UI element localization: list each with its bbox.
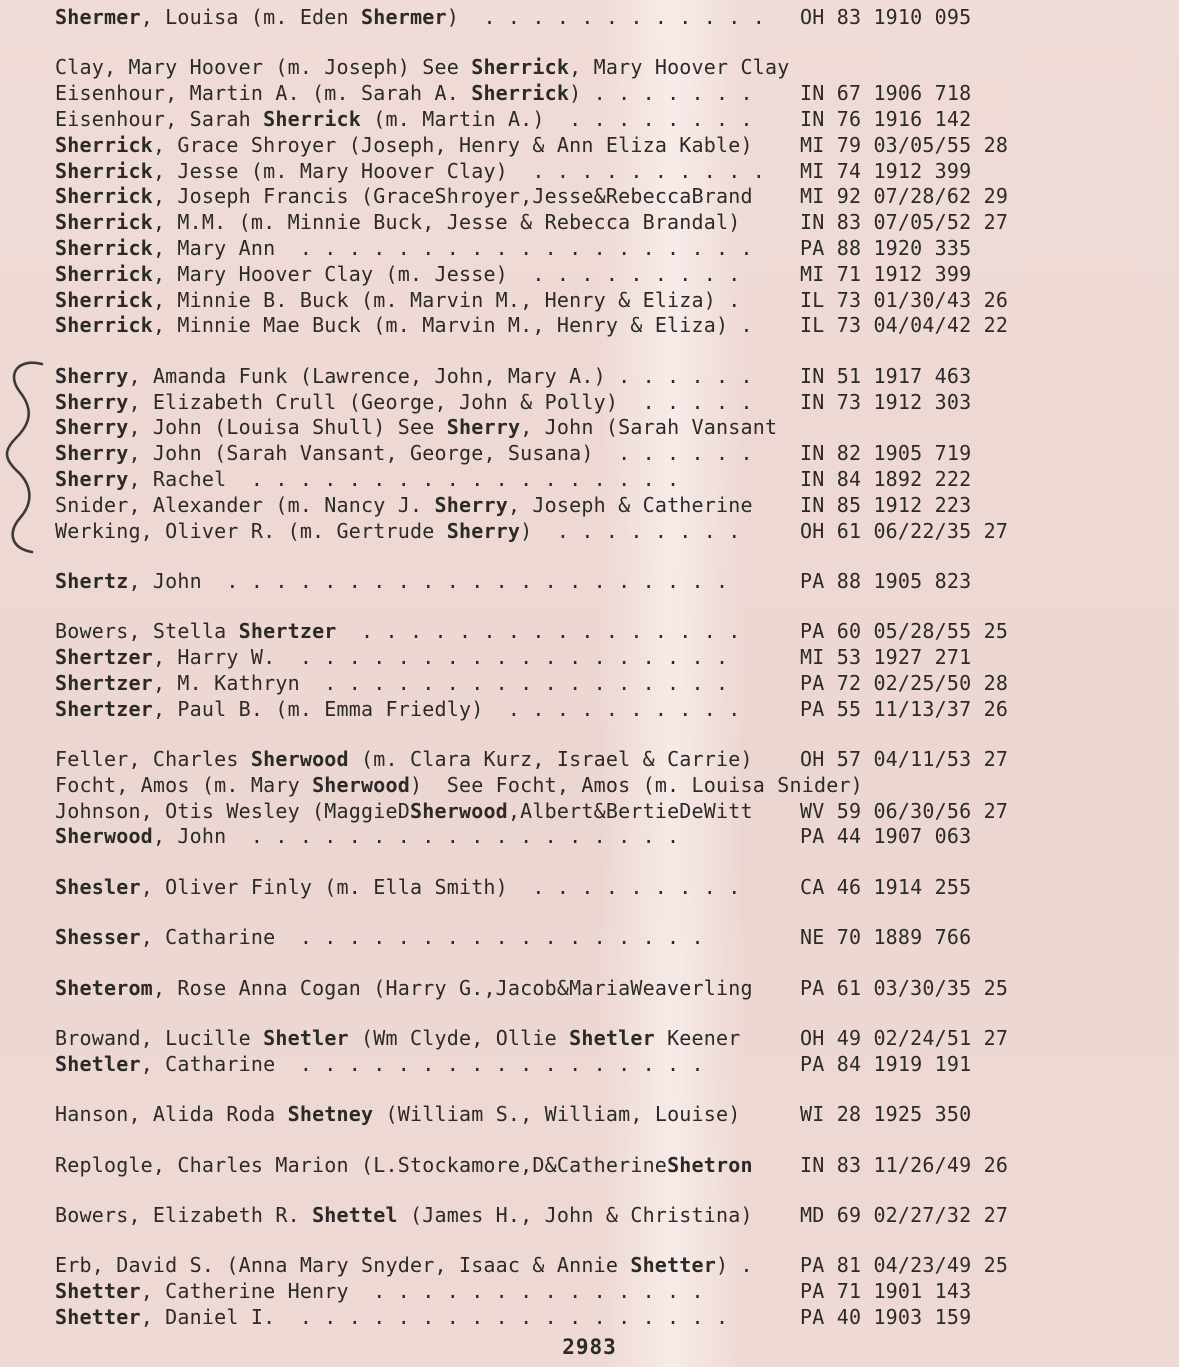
index-entry-line <box>55 773 1179 799</box>
entry-group <box>55 1102 1179 1128</box>
reference-code: MI 79 03/05/55 28 <box>800 132 1009 157</box>
entry-text: Sherrick, Minnie Mae Buck (m. Marvin M., Henry & Eliza) . <box>55 313 753 338</box>
reference-code: MI 53 1927 271 <box>800 645 972 670</box>
entry-text: Bowers, Stella Shertzer . . . . . . . . . . . . . . . . <box>55 619 741 644</box>
entry-group <box>55 5 1179 31</box>
index-entry-line <box>55 5 1179 31</box>
entry-text: Shertz, John . . . . . . . . . . . . . . . . . . . . . <box>55 568 729 593</box>
index-entry-line <box>55 1253 1179 1279</box>
index-entry-line <box>55 1026 1179 1052</box>
entry-text: Eisenhour, Sarah Sherrick (m. Martin A.) . . . . . . . . <box>55 106 753 131</box>
reference-code: OH 83 1910 095 <box>800 5 972 29</box>
index-entry-line <box>55 313 1179 339</box>
reference-code: IN 73 1912 303 <box>800 389 972 414</box>
entry-text: Sherry, Elizabeth Crull (George, John & Polly) . . . . . <box>55 389 753 414</box>
index-entry-line <box>55 1203 1179 1229</box>
entry-text: Shesler, Oliver Finly (m. Ella Smith) . . . . . . . . . <box>55 874 741 899</box>
index-entry-line <box>55 824 1179 850</box>
entry-text: Browand, Lucille Shetler (Wm Clyde, Ollie Shetler Keener <box>55 1026 741 1051</box>
index-entry-line <box>55 262 1179 288</box>
entry-group <box>55 747 1179 850</box>
reference-code: OH 49 02/24/51 27 <box>800 1026 1009 1051</box>
index-entry-line <box>55 55 1179 81</box>
reference-code: PA 71 1901 143 <box>800 1279 972 1304</box>
reference-code: PA 44 1907 063 <box>800 824 972 849</box>
reference-code: PA 81 04/23/49 25 <box>800 1253 1009 1278</box>
reference-code: PA 84 1919 191 <box>800 1051 972 1076</box>
index-entry-line <box>55 697 1179 723</box>
entry-text: Shertzer, Paul B. (m. Emma Friedly) . . . . . . . . . . <box>55 696 741 721</box>
reference-code: IN 85 1912 223 <box>800 492 972 517</box>
entry-text: Snider, Alexander (m. Nancy J. Sherry, Joseph & Catherine <box>55 492 753 517</box>
reference-code: PA 88 1905 823 <box>800 568 972 593</box>
index-entry-line <box>55 390 1179 416</box>
index-entry-line <box>55 210 1179 236</box>
reference-code: MI 71 1912 399 <box>800 261 972 286</box>
index-entry-line <box>55 875 1179 901</box>
reference-code: PA 60 05/28/55 25 <box>800 619 1009 644</box>
index-entry-line <box>55 1305 1179 1331</box>
index-entry-line <box>55 671 1179 697</box>
entry-text: Sherrick, Grace Shroyer (Joseph, Henry & Ann Eliza Kable) <box>55 132 753 157</box>
index-entry-line <box>55 467 1179 493</box>
index-entry-line <box>55 107 1179 133</box>
margin-brace-annotation <box>0 358 48 558</box>
entry-text: Werking, Oliver R. (m. Gertrude Sherry) . . . . . . . . <box>55 518 741 543</box>
entry-group <box>55 1253 1179 1330</box>
index-entry-line <box>55 184 1179 210</box>
entry-group <box>55 619 1179 722</box>
entry-text: Shermer, Louisa (m. Eden Shermer) . . . . . . . . . . . . <box>55 5 765 29</box>
entry-text: Sherry, Amanda Funk (Lawrence, John, Mary A.) . . . . . . <box>55 363 753 388</box>
index-entry-line <box>55 1102 1179 1128</box>
index-entry-line <box>55 415 1179 441</box>
entry-text: Johnson, Otis Wesley (MaggieDSherwood,Albert&BertieDeWitt <box>55 798 753 823</box>
entry-group <box>55 569 1179 595</box>
index-entry-line <box>55 799 1179 825</box>
index-entry-line <box>55 645 1179 671</box>
reference-code: IL 73 01/30/43 26 <box>800 287 1009 312</box>
reference-code: PA 55 11/13/37 26 <box>800 696 1009 721</box>
reference-code: MI 92 07/28/62 29 <box>800 184 1009 209</box>
entry-text: Shetter, Daniel I. . . . . . . . . . . . . . . . . . . <box>55 1305 729 1329</box>
entry-text: Eisenhour, Martin A. (m. Sarah A. Sherrick) . . . . . . . <box>55 81 753 106</box>
entry-text: Sherrick, Minnie B. Buck (m. Marvin M., Henry & Eliza) . <box>55 287 741 312</box>
index-entries <box>55 5 1179 1355</box>
reference-code: PA 40 1903 159 <box>800 1305 972 1329</box>
entry-group <box>55 1153 1179 1179</box>
entry-text: Feller, Charles Sherwood (m. Clara Kurz, Israel & Carrie) <box>55 747 753 772</box>
index-entry-line <box>55 236 1179 262</box>
reference-code: PA 61 03/30/35 25 <box>800 975 1009 1000</box>
entry-text: Hanson, Alida Roda Shetney (William S., William, Louise) <box>55 1102 741 1127</box>
index-entry-line <box>55 288 1179 314</box>
reference-code: MD 69 02/27/32 27 <box>800 1203 1009 1228</box>
index-entry-line <box>55 747 1179 773</box>
entry-group <box>55 364 1179 545</box>
reference-code: IL 73 04/04/42 22 <box>800 313 1009 338</box>
reference-code: OH 57 04/11/53 27 <box>800 747 1009 772</box>
index-entry-line <box>55 133 1179 159</box>
reference-code: PA 72 02/25/50 28 <box>800 670 1009 695</box>
reference-code: WI 28 1925 350 <box>800 1102 972 1127</box>
index-entry-line <box>55 441 1179 467</box>
entry-text: Sherrick, Joseph Francis (GraceShroyer,Jesse&RebeccaBrand <box>55 184 753 209</box>
entry-text: Sherrick, Jesse (m. Mary Hoover Clay) . . . . . . . . . . <box>55 158 765 183</box>
entry-group <box>55 1203 1179 1229</box>
page-number: 2983 <box>562 1335 617 1359</box>
index-entry-line <box>55 81 1179 107</box>
index-entry-line <box>55 519 1179 545</box>
reference-code: IN 82 1905 719 <box>800 441 972 466</box>
index-entry-line <box>55 159 1179 185</box>
entry-group <box>55 875 1179 901</box>
reference-code: OH 61 06/22/35 27 <box>800 518 1009 543</box>
entry-group <box>55 55 1179 339</box>
reference-code: CA 46 1914 255 <box>800 874 972 899</box>
entry-text: Shertzer, M. Kathryn . . . . . . . . . . . . . . . . . <box>55 670 729 695</box>
reference-code: NE 70 1889 766 <box>800 925 972 950</box>
entry-group <box>55 976 1179 1002</box>
entry-group <box>55 1026 1179 1078</box>
reference-code: IN 84 1892 222 <box>800 466 972 491</box>
entry-text: Sherrick, Mary Hoover Clay (m. Jesse) . . . . . . . . . <box>55 261 741 286</box>
entry-text: Erb, David S. (Anna Mary Snyder, Isaac & Annie Shetter) . <box>55 1253 753 1278</box>
index-entry-line <box>55 1153 1179 1179</box>
entry-text: Clay, Mary Hoover (m. Joseph) See Sherrick, Mary Hoover Clay <box>55 55 790 80</box>
entry-text: Shetter, Catherine Henry . . . . . . . . . . . . . . <box>55 1279 704 1304</box>
index-entry-line <box>55 493 1179 519</box>
entry-text: Shesser, Catharine . . . . . . . . . . . . . . . . . <box>55 925 704 950</box>
entry-text: Replogle, Charles Marion (L.Stockamore,D&CatherineShetron <box>55 1152 753 1177</box>
index-entry-line <box>55 1052 1179 1078</box>
index-entry-line <box>55 1279 1179 1305</box>
entry-text: Sherrick, Mary Ann . . . . . . . . . . . . . . . . . . . <box>55 235 753 260</box>
reference-code: IN 83 11/26/49 26 <box>800 1152 1009 1177</box>
entry-text: Shetler, Catharine . . . . . . . . . . . . . . . . . <box>55 1051 704 1076</box>
index-entry-line <box>55 569 1179 595</box>
reference-code: PA 88 1920 335 <box>800 235 972 260</box>
reference-code: IN 67 1906 718 <box>800 81 972 106</box>
index-entry-line <box>55 925 1179 951</box>
entry-text: Sherwood, John . . . . . . . . . . . . . . . . . . <box>55 824 680 849</box>
reference-code: IN 76 1916 142 <box>800 106 972 131</box>
index-entry-line <box>55 619 1179 645</box>
entry-group <box>55 925 1179 951</box>
entry-text: Sherry, John (Sarah Vansant, George, Susana) . . . . . . <box>55 441 753 466</box>
reference-code: IN 51 1917 463 <box>800 363 972 388</box>
entry-text: Bowers, Elizabeth R. Shettel (James H., John & Christina) <box>55 1203 753 1228</box>
entry-text: Sherrick, M.M. (m. Minnie Buck, Jesse & Rebecca Brandal) <box>55 210 741 235</box>
index-entry-line <box>55 976 1179 1002</box>
reference-code: WV 59 06/30/56 27 <box>800 798 1009 823</box>
entry-text: Focht, Amos (m. Mary Sherwood) See Focht, Amos (m. Louisa Snider) <box>55 772 863 797</box>
reference-code: IN 83 07/05/52 27 <box>800 210 1009 235</box>
entry-text: Sherry, John (Louisa Shull) See Sherry, John (Sarah Vansant <box>55 415 778 440</box>
entry-text: Shertzer, Harry W. . . . . . . . . . . . . . . . . . . <box>55 645 729 670</box>
entry-text: Sherry, Rachel . . . . . . . . . . . . . . . . . . <box>55 466 680 491</box>
index-entry-line <box>55 364 1179 390</box>
entry-text: Sheterom, Rose Anna Cogan (Harry G.,Jacob&MariaWeaverling <box>55 975 753 1000</box>
reference-code: MI 74 1912 399 <box>800 158 972 183</box>
